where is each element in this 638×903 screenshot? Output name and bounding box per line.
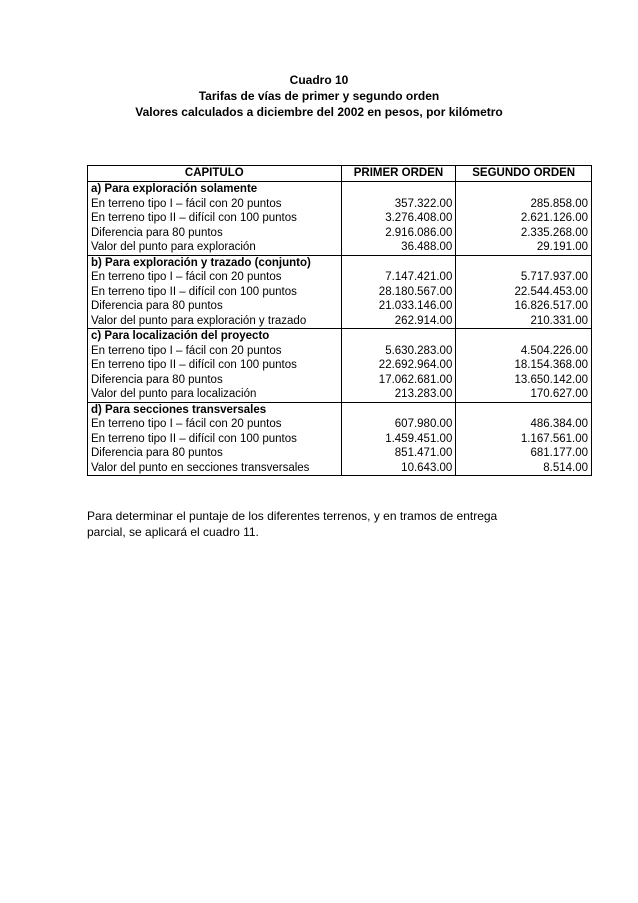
row-label: Valor del punto para exploración	[88, 240, 342, 255]
primer-value: 10.643.00	[341, 461, 456, 476]
row-label: En terreno tipo I – fácil con 20 puntos	[88, 344, 342, 359]
empty-cell	[341, 255, 456, 270]
table-caption	[0, 72, 638, 120]
section-row	[88, 182, 592, 197]
table-row	[88, 270, 592, 285]
table-row	[88, 461, 592, 476]
empty-cell	[456, 329, 592, 344]
table-row	[88, 373, 592, 388]
table-row	[88, 299, 592, 314]
segundo-value: 22.544.453.00	[456, 285, 592, 300]
table-row	[88, 344, 592, 359]
table-row	[88, 314, 592, 329]
empty-cell	[456, 255, 592, 270]
primer-value: 21.033.146.00	[341, 299, 456, 314]
segundo-value: 18.154.368.00	[456, 358, 592, 373]
segundo-value: 681.177.00	[456, 446, 592, 461]
empty-cell	[456, 402, 592, 417]
empty-cell	[341, 402, 456, 417]
primer-value: 28.180.567.00	[341, 285, 456, 300]
table-row	[88, 197, 592, 212]
table-row	[88, 240, 592, 255]
table-row	[88, 446, 592, 461]
segundo-value: 285.858.00	[456, 197, 592, 212]
row-label: Diferencia para 80 puntos	[88, 226, 342, 241]
segundo-value: 5.717.937.00	[456, 270, 592, 285]
primer-value: 1.459.451.00	[341, 432, 456, 447]
row-label: En terreno tipo I – fácil con 20 puntos	[88, 197, 342, 212]
row-label: En terreno tipo I – fácil con 20 puntos	[88, 270, 342, 285]
row-label: Valor del punto en secciones transversales	[88, 461, 342, 476]
row-label: Diferencia para 80 puntos	[88, 373, 342, 388]
segundo-value: 170.627.00	[456, 387, 592, 402]
segundo-value: 210.331.00	[456, 314, 592, 329]
segundo-value: 13.650.142.00	[456, 373, 592, 388]
empty-cell	[341, 182, 456, 197]
header-row	[88, 166, 592, 182]
row-label: Diferencia para 80 puntos	[88, 299, 342, 314]
table-row	[88, 417, 592, 432]
primer-value: 5.630.283.00	[341, 344, 456, 359]
primer-value: 851.471.00	[341, 446, 456, 461]
table-row	[88, 285, 592, 300]
row-label: En terreno tipo II – difícil con 100 puntos	[88, 432, 342, 447]
segundo-value: 486.384.00	[456, 417, 592, 432]
row-label: En terreno tipo II – difícil con 100 puntos	[88, 211, 342, 226]
paragraph-line: Para determinar el puntaje de los diferentes terrenos, y en tramos de entrega	[87, 509, 498, 523]
primer-value: 607.980.00	[341, 417, 456, 432]
segundo-value: 4.504.226.00	[456, 344, 592, 359]
table-row	[88, 432, 592, 447]
rates-table	[87, 165, 592, 476]
header-capitulo: CAPITULO	[88, 166, 342, 182]
segundo-value: 29.191.00	[456, 240, 592, 255]
table-row	[88, 211, 592, 226]
primer-value: 17.062.681.00	[341, 373, 456, 388]
row-label: Diferencia para 80 puntos	[88, 446, 342, 461]
segundo-value: 2.621.126.00	[456, 211, 592, 226]
segundo-value: 1.167.561.00	[456, 432, 592, 447]
primer-value: 7.147.421.00	[341, 270, 456, 285]
caption-title: Tarifas de vías de primer y segundo orden	[198, 89, 440, 103]
primer-value: 22.692.964.00	[341, 358, 456, 373]
row-label: Valor del punto para exploración y trazado	[88, 314, 342, 329]
segundo-value: 8.514.00	[456, 461, 592, 476]
table-row	[88, 226, 592, 241]
row-label: En terreno tipo II – difícil con 100 puntos	[88, 285, 342, 300]
header-segundo-orden: SEGUNDO ORDEN	[456, 166, 592, 182]
caption-number: Cuadro 10	[289, 73, 349, 87]
row-label: Valor del punto para localización	[88, 387, 342, 402]
row-label: En terreno tipo II – difícil con 100 puntos	[88, 358, 342, 373]
section-title: a) Para exploración solamente	[88, 182, 342, 197]
body-paragraph	[87, 508, 557, 540]
primer-value: 357.322.00	[341, 197, 456, 212]
section-title: c) Para localización del proyecto	[88, 329, 342, 344]
primer-value: 262.914.00	[341, 314, 456, 329]
header-primer-orden: PRIMER ORDEN	[341, 166, 456, 182]
caption-subtitle: Valores calculados a diciembre del 2002 en pesos, por kilómetro	[135, 105, 503, 119]
primer-value: 36.488.00	[341, 240, 456, 255]
table-row	[88, 358, 592, 373]
section-row	[88, 402, 592, 417]
primer-value: 3.276.408.00	[341, 211, 456, 226]
row-label: En terreno tipo I – fácil con 20 puntos	[88, 417, 342, 432]
empty-cell	[341, 329, 456, 344]
segundo-value: 16.826.517.00	[456, 299, 592, 314]
paragraph-line: parcial, se aplicará el cuadro 11.	[87, 525, 259, 539]
empty-cell	[456, 182, 592, 197]
section-row	[88, 329, 592, 344]
section-title: b) Para exploración y trazado (conjunto)	[88, 255, 342, 270]
section-title: d) Para secciones transversales	[88, 402, 342, 417]
primer-value: 2.916.086.00	[341, 226, 456, 241]
table-row	[88, 387, 592, 402]
segundo-value: 2.335.268.00	[456, 226, 592, 241]
primer-value: 213.283.00	[341, 387, 456, 402]
section-row	[88, 255, 592, 270]
